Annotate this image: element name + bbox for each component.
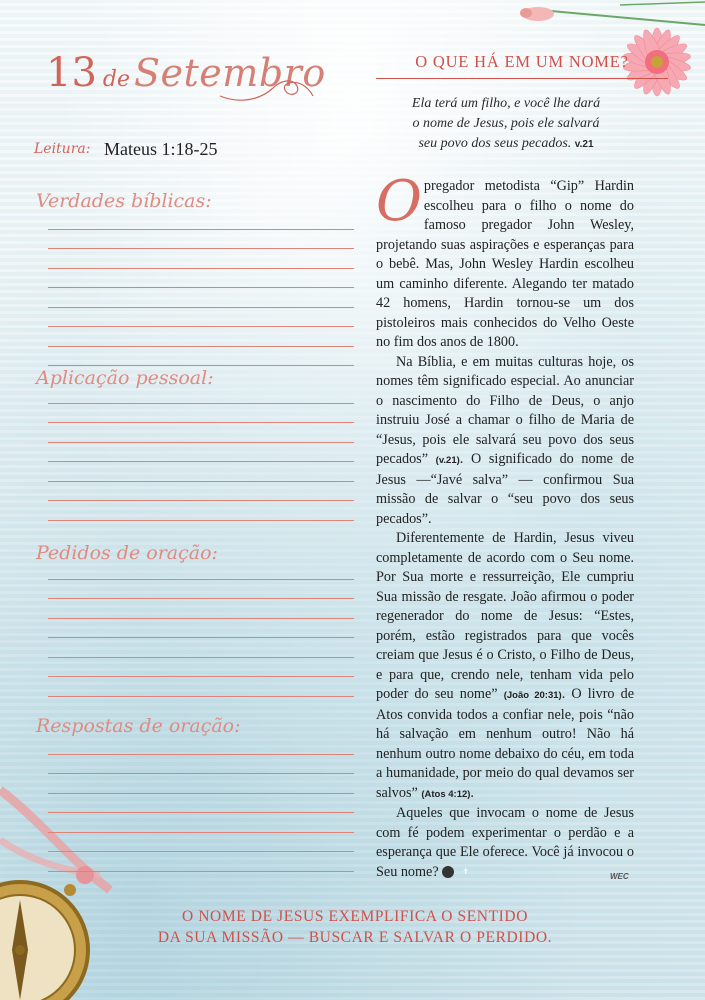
paragraph-3-text-c: . [470,784,474,801]
end-mark-icon: ✝ [442,866,454,878]
scripture-ref: (Atos 4:12) [421,788,471,800]
paragraph-2-text-b: . O significado do nome de Jesus —“Javé salva” — confirmou Sua missão de salvar o “seu povo dos seus pecados”. [376,451,634,527]
footer-thought [110,906,600,948]
drop-cap: O [376,169,422,234]
section-title-verdades: Verdades bíblicas: [36,190,212,212]
verse-line-3 [380,134,632,155]
paragraph-3 [376,529,634,804]
author-initials: WEC [610,872,629,881]
verse-line-1: Ela terá um filho, e você lhe dará [411,96,601,111]
paragraph-2 [376,353,634,530]
pedidos-writing-lines[interactable] [48,560,354,697]
title-divider [376,78,668,79]
section-title-aplicacao: Aplicação pessoal: [36,367,214,389]
verse-reference: v.21 [574,139,594,150]
scripture-ref: (João 20:31) [503,690,562,701]
respostas-writing-lines[interactable] [48,735,354,872]
date-day: 13 [46,50,97,96]
paragraph-3-text-a: Diferentemente de Hardin, Jesus viveu completamente de acordo com o Seu nome. Por Sua morte e ressurreição, Ele cumpriu Sua missão de resgate. João afirmou o poder regenerador do nome de Jesus: “Estes, porém, estão registrados para que vocês creiam que Jesus é o Cristo, o Filho de Deus, e para que, crendo nele, tenham vida pelo poder do seu nome” [376,530,634,702]
date-preposition: de [102,67,131,92]
section-title-respostas: Respostas de oração: [36,715,241,737]
flourish-ornament [215,70,315,106]
devotional-body [376,169,635,882]
reading-reference: Mateus 1:18-25 [104,139,218,159]
aplicacao-writing-lines[interactable] [48,384,354,521]
paragraph-4 [376,804,634,882]
date-month: Setembro [134,51,326,95]
paragraph-4-text: Aqueles que invocam o nome de Jesus com fé podem experimentar o perdão e a esperança que Ele oferece. Você já invocou o Seu nome? [376,805,634,880]
verdades-writing-lines[interactable] [48,210,354,366]
verse-line-3-text: seu povo dos seus pecados. [418,136,572,151]
paragraph-3-text-b: . O livro de Atos convida todos a confiar nele, pois “não há salvação em nenhum outro! Não há nenhum outro nome debaixo do céu, em toda a humanidade, por meio do qual devamos ser salvos” [376,686,635,801]
key-verse [380,94,632,155]
devotional-title: O QUE HÁ EM UM NOME? [415,52,629,71]
scripture-ref: (v.21) [435,455,460,466]
paragraph-1 [376,169,634,353]
footer-line-1: O NOME DE JESUS EXEMPLIFICA O SENTIDO [182,908,528,925]
verse-line-2: o nome de Jesus, pois ele salvará [412,116,600,131]
section-title-pedidos: Pedidos de oração: [36,542,218,564]
paragraph-1-text: pregador metodista “Gip” Hardin escolheu para o filho o nome do famoso pregador John Wesley, projetando suas aspirações e esperanças para o bebê. Mas, John Wesley Hardin escolheu um caminho diferente. Alegando ter matado 42 homens, Hardin tornou-se um dos pistoleiros mais conhecidos do Velho Oeste no fim dos anos de 1800. [376,178,634,350]
flower-decoration [500,0,705,100]
paragraph-2-text-a: Na Bíblia, e em muitas culturas hoje, os nomes têm significado especial. Ao anunciar o nascimento do Filho de Deus, o anjo instruiu José a chamar o filho de Maria de “Jesus, pois ele salvará seu povo dos seus pecados” [376,353,634,467]
footer-line-2: DA SUA MISSÃO — BUSCAR E SALVAR O PERDIDO. [157,929,553,946]
reading-label: Leitura: [34,141,91,157]
